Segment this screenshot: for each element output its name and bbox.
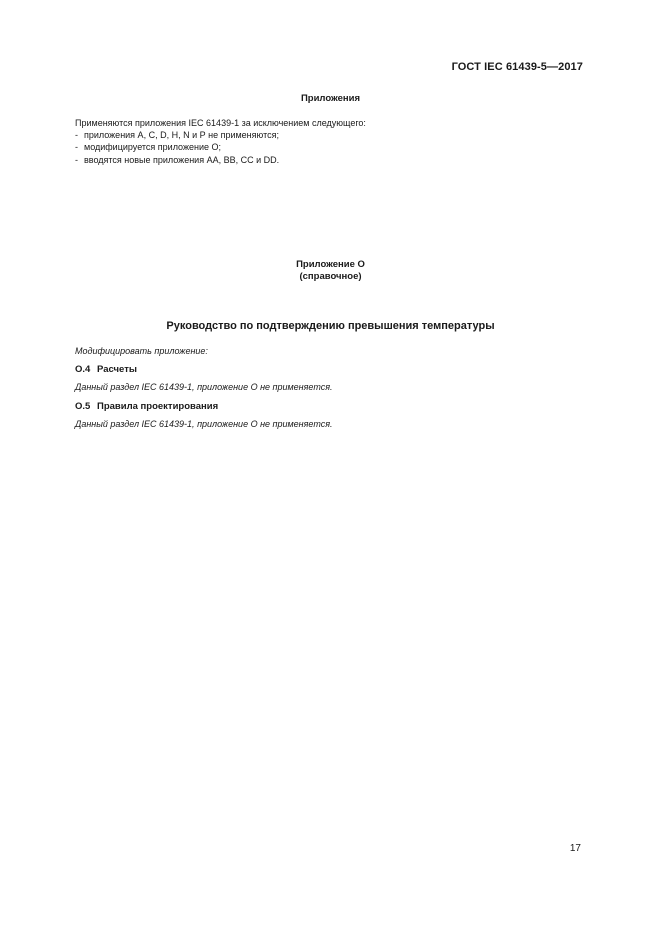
- clause-note: Данный раздел IEC 61439-1, приложение О не применяется.: [75, 382, 333, 392]
- annex-title-block: [0, 259, 661, 283]
- list-item-text: модифицируется приложение О;: [84, 142, 221, 153]
- clause-title: Правила проектирования: [97, 401, 219, 412]
- annex-name: Руководство по подтверждению превышения температуры: [166, 320, 495, 332]
- appendices-heading: Приложения: [300, 93, 361, 104]
- list-item-text: приложения А, С, D, Н, N и Р не применяются;: [84, 130, 279, 140]
- appendices-intro: Применяются приложения IEC 61439-1 за исключением следующего:: [75, 118, 366, 128]
- page-number: 17: [569, 843, 581, 854]
- clause-number: О.4: [75, 364, 91, 375]
- clause-note: Данный раздел IEC 61439-1, приложение О не применяется.: [75, 419, 333, 429]
- list-item: [75, 141, 279, 153]
- list-bullet: -: [75, 130, 78, 140]
- clause-number: О.5: [75, 401, 91, 412]
- modify-note: Модифицировать приложение:: [75, 346, 208, 356]
- clause-heading: [75, 401, 218, 412]
- list-item: [75, 129, 279, 141]
- document-code: ГОСТ IEC 61439-5—2017: [451, 61, 583, 73]
- list-item-text: вводятся новые приложения АА, ВВ, СС и DD.: [84, 154, 280, 165]
- list-bullet: -: [75, 142, 78, 153]
- annex-title: Приложение О: [296, 259, 365, 270]
- list-bullet: -: [75, 154, 78, 165]
- clause-heading: [75, 364, 137, 375]
- clause-title: Расчеты: [97, 364, 137, 375]
- annex-status: (справочное): [299, 271, 362, 282]
- list-item: [75, 154, 279, 166]
- appendices-list: [75, 129, 279, 166]
